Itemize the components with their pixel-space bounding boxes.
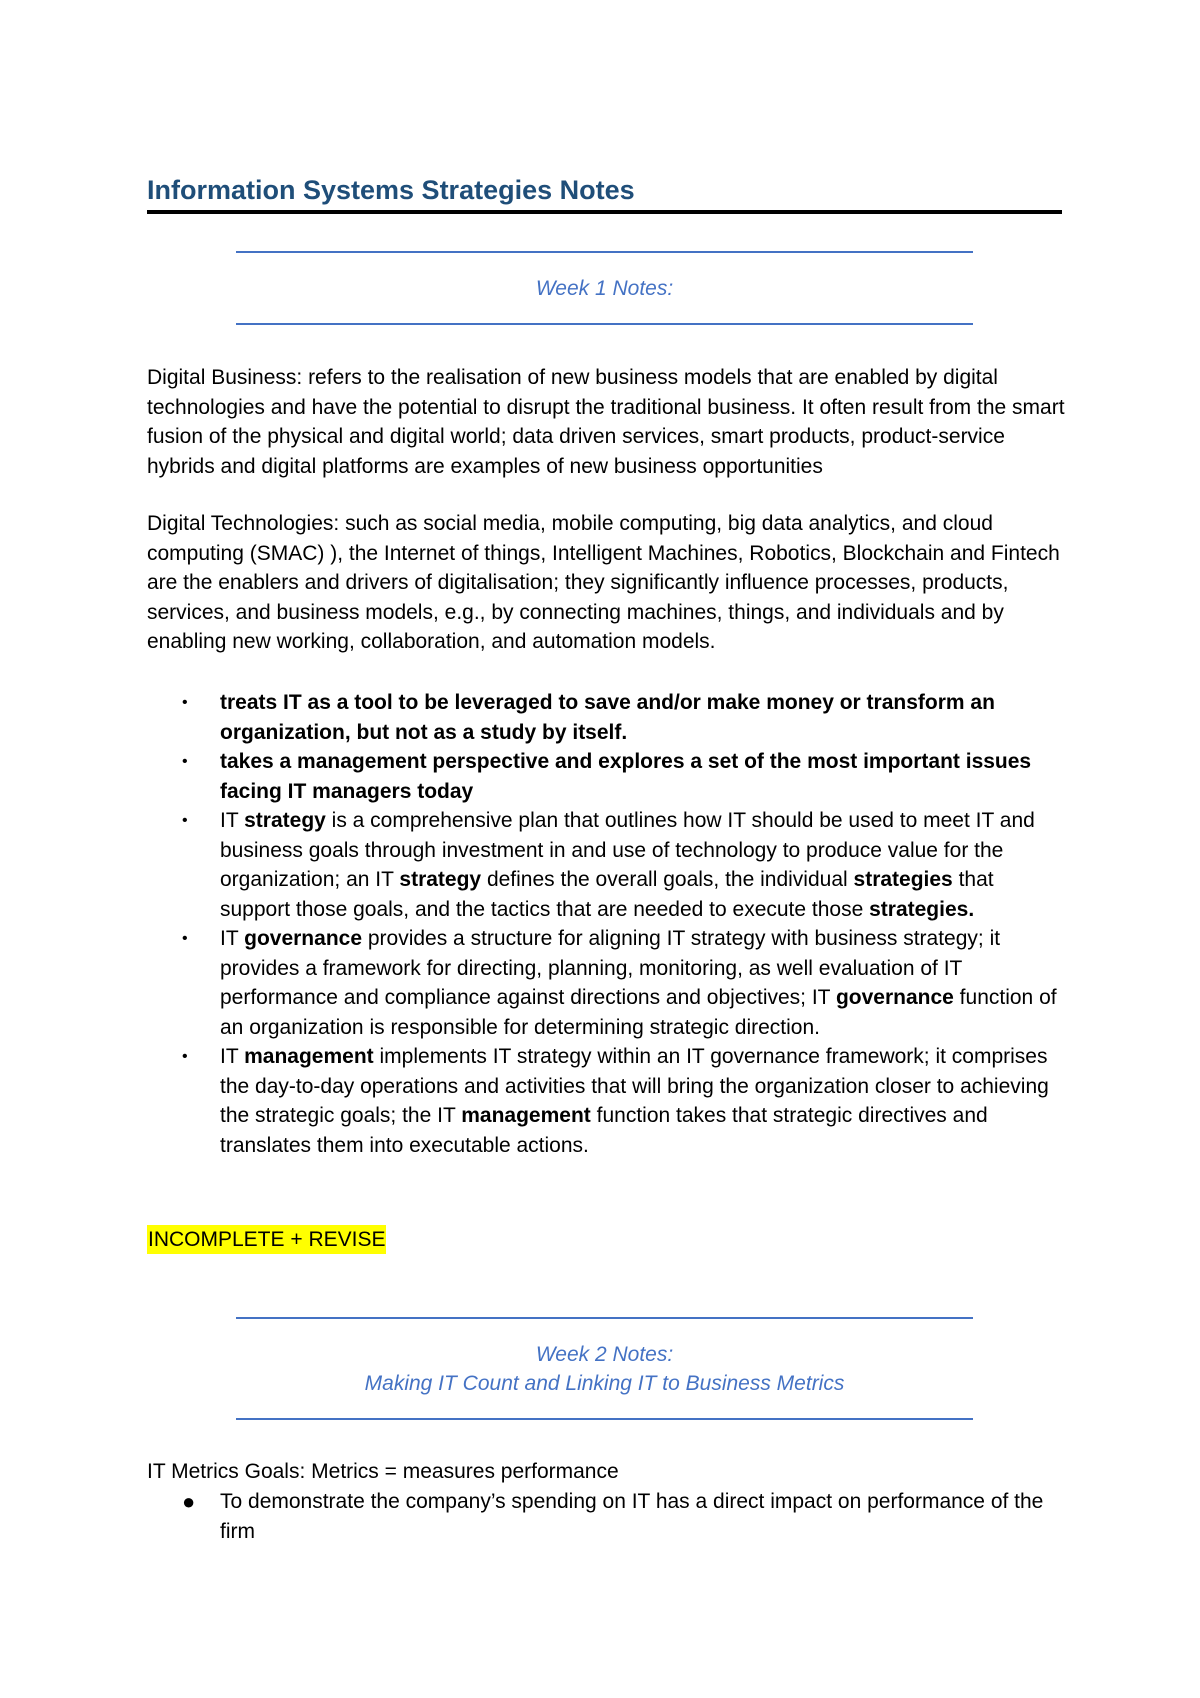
it-metrics-goals-paragraph (147, 1457, 1067, 1487)
bullet-text: To demonstrate the company’s spending on IT has a direct impact on performance of the firm (220, 1490, 1044, 1543)
bullet-icon: • (182, 753, 188, 770)
week1-heading: Week 1 Notes: (535, 277, 674, 300)
digital-business-paragraph (147, 363, 1067, 481)
week1-bullet-list (147, 688, 1067, 1160)
bullet-text: IT strategy is a comprehensive plan that outlines how IT should be used to meet IT and business goals through investment in and use of technology to produce value for the organization; an IT strategy defines the overall goals, the individual strategies that support those goals, and the tactics that are needed to execute those strategies. (220, 809, 1035, 921)
week2-subheading: Making IT Count and Linking IT to Business Metrics (364, 1372, 845, 1395)
week2-bullet-list (147, 1487, 1067, 1546)
incomplete-note: INCOMPLETE + REVISE (147, 1225, 386, 1254)
week2-bottom-rule (236, 1418, 973, 1420)
bullet-text: IT governance provides a structure for aligning IT strategy with business strategy; it provides a framework for directing, planning, monitoring, as well evaluation of IT performance and compliance against directions and objectives; IT governance function of an organization is responsible for determining strategic direction. (220, 927, 1057, 1039)
bullet-icon: • (182, 812, 188, 829)
document-title: Information Systems Strategies Notes (147, 175, 635, 205)
bullet-icon: • (182, 694, 188, 711)
week1-bottom-rule (236, 323, 973, 325)
it-metrics-goals-text: IT Metrics Goals: Metrics = measures performance (147, 1460, 619, 1483)
week1-top-rule (236, 251, 973, 253)
list-item (147, 1487, 1067, 1546)
bullet-icon: • (182, 930, 188, 947)
digital-technologies-paragraph (147, 509, 1067, 657)
bullet-icon: ● (182, 1489, 196, 1514)
title-underline (147, 210, 1062, 214)
list-item (147, 806, 1067, 924)
list-item (147, 1042, 1067, 1160)
list-item (147, 747, 1067, 806)
week2-heading: Week 2 Notes: (535, 1343, 674, 1366)
bullet-icon: • (182, 1048, 188, 1065)
week2-top-rule (236, 1317, 973, 1319)
week1-heading-block (236, 251, 973, 325)
list-item (147, 688, 1067, 747)
bullet-text: takes a management perspective and explores a set of the most important issues facing IT managers today (220, 750, 1032, 803)
list-item (147, 924, 1067, 1042)
digital-technologies-text: Digital Technologies: such as social media, mobile computing, big data analytics, and cloud computing (SMAC) ), the Internet of things, Intelligent Machines, Robotics, Blockchain and Fintech are the enablers and drivers of digitalisation; they significantly influence processes, products, services, and business models, e.g., by connecting machines, things, and individuals and by enabling new working, collaboration, and automation models. (147, 512, 1060, 653)
week2-heading-block (236, 1317, 973, 1420)
digital-business-text: Digital Business: refers to the realisation of new business models that are enabled by digital technologies and have the potential to disrupt the traditional business. It often result from the smart fusion of the physical and digital world; data driven services, smart products, product-service hybrids and digital platforms are examples of new business opportunities (147, 366, 1065, 478)
bullet-text: IT management implements IT strategy within an IT governance framework; it comprises the day-to-day operations and activities that will bring the organization closer to achieving the strategic goals; the IT management function takes that strategic directives and translates them into executable actions. (220, 1045, 1049, 1157)
bullet-text: treats IT as a tool to be leveraged to save and/or make money or transform an organization, but not as a study by itself. (220, 691, 995, 744)
